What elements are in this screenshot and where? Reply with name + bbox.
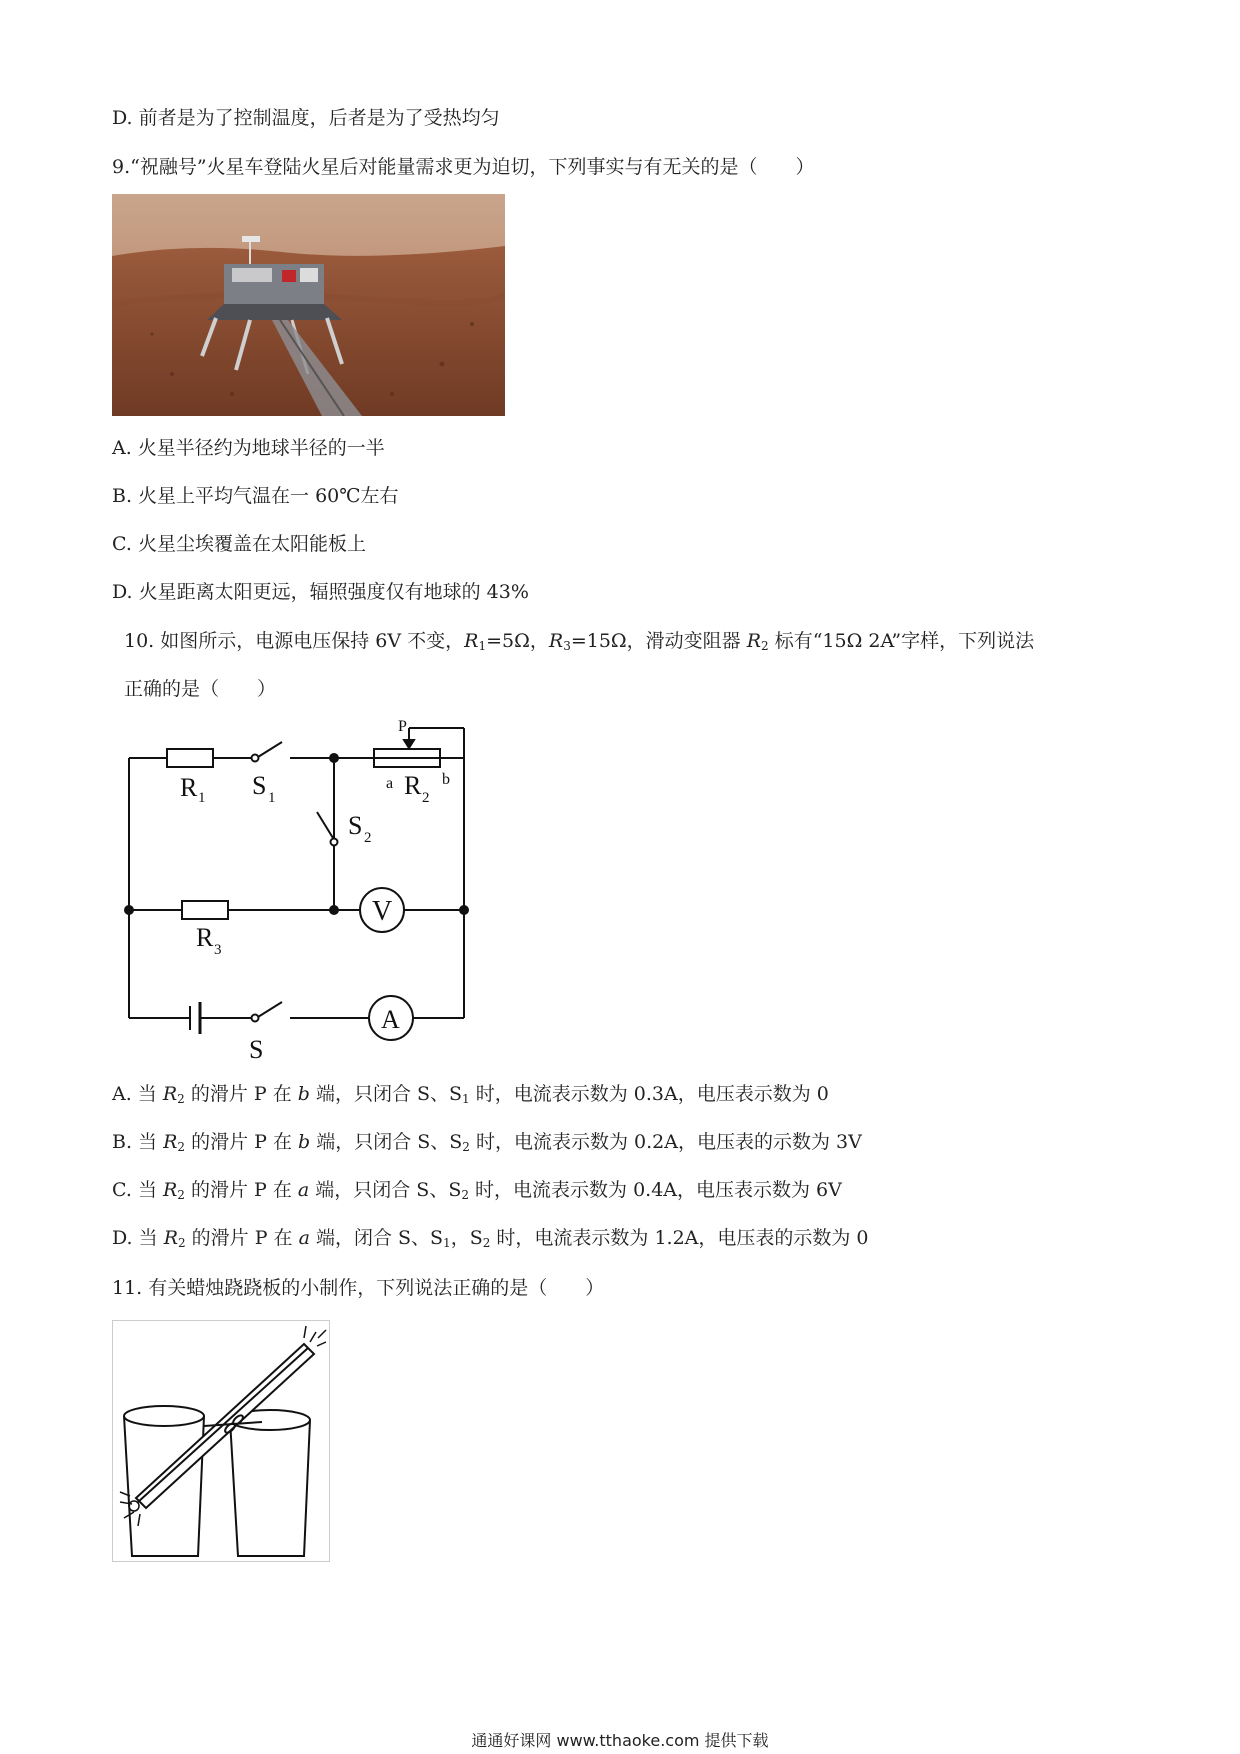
q8-option-d: D. 前者是为了控制温度，后者是为了受热均匀 — [112, 107, 500, 129]
svg-text:2: 2 — [364, 830, 372, 846]
svg-text:1: 1 — [198, 790, 206, 806]
svg-text:a: a — [386, 775, 394, 792]
mars-rover-photo — [112, 194, 505, 416]
svg-text:A: A — [381, 1005, 400, 1034]
candle-seesaw-drawing — [112, 1320, 330, 1562]
svg-text:1: 1 — [268, 790, 276, 806]
resistor-r1 — [167, 749, 213, 767]
q9-option-d: D. 火星距离太阳更远，辐照强度仅有地球的 43% — [112, 581, 529, 603]
q9-option-b: B. 火星上平均气温在一 60℃左右 — [112, 485, 399, 507]
svg-text:P: P — [398, 718, 407, 735]
q9-stem: 9.“祝融号”火星车登陆火星后对能量需求更为迫切，下列事实与有无关的是（ ） — [112, 156, 815, 178]
svg-text:S: S — [348, 811, 363, 840]
q10-stem-line1: 10. 如图所示，电源电压保持 6V 不变，$R_1=5\Omega$，$R_3=15\Omega$，滑动变阻器 $R_2$ 标有“15Ω 2A”字样，下列说法 — [124, 630, 1035, 653]
svg-text:2: 2 — [422, 790, 430, 806]
svg-text:R: R — [180, 773, 198, 802]
svg-text:3: 3 — [214, 942, 222, 958]
q10-stem-line2: 正确的是（ ） — [124, 678, 277, 700]
q10-option-c: C. 当 $R_2$ 的滑片 P 在 a 端，只闭合 S、$S_2$ 时，电流表示数为 0.4A，电压表示数为 6V — [112, 1179, 842, 1202]
q9-option-c: C. 火星尘埃覆盖在太阳能板上 — [112, 533, 366, 555]
q10-option-a: A. 当 $R_2$ 的滑片 P 在 b 端，只闭合 S、$S_1$ 时，电流表示数为 0.3A，电压表示数为 0 — [112, 1083, 829, 1106]
svg-text:S: S — [252, 771, 267, 800]
q10-option-b: B. 当 $R_2$ 的滑片 P 在 b 端，只闭合 S、$S_2$ 时，电流表示数为 0.2A，电压表的示数为 3V — [112, 1131, 862, 1154]
q11-stem: 11. 有关蜡烛跷跷板的小制作，下列说法正确的是（ ） — [112, 1277, 605, 1299]
page-footer: 通通好课网 www.tthaoke.com 提供下载 — [471, 1731, 769, 1750]
svg-text:b: b — [442, 771, 450, 788]
svg-text:S: S — [249, 1035, 264, 1063]
q10-option-d: D. 当 $R_2$ 的滑片 P 在 a 端，闭合 S、$S_1$，$S_2$ 时，电流表示数为 1.2A，电压表的示数为 0 — [112, 1227, 869, 1250]
svg-text:R: R — [196, 923, 214, 952]
resistor-r3 — [182, 901, 228, 919]
svg-text:V: V — [372, 896, 393, 927]
svg-text:R: R — [404, 771, 422, 800]
q9-option-a: A. 火星半径约为地球半径的一半 — [112, 437, 385, 459]
circuit-diagram — [112, 718, 482, 1063]
